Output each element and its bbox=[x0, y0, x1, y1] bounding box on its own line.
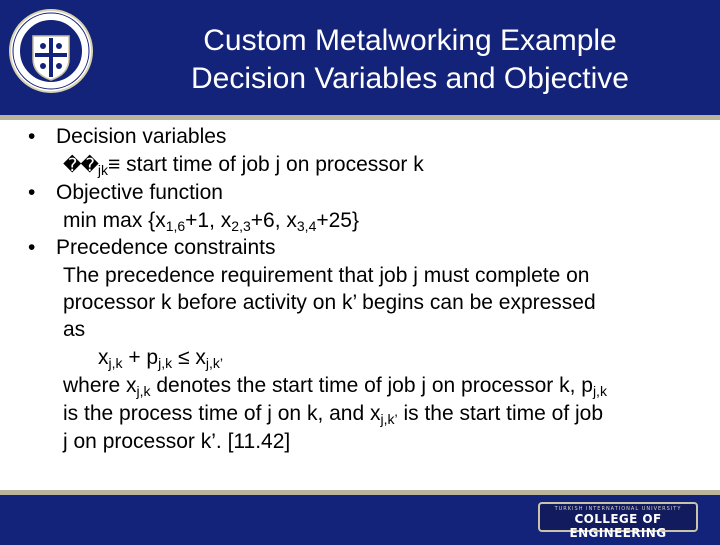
where-subscript: j,k bbox=[592, 383, 607, 399]
where-text: where x bbox=[63, 374, 137, 397]
decision-variable-subscript: jk bbox=[97, 162, 109, 178]
header-band bbox=[0, 0, 720, 120]
where-text: denotes the start time of job j on processor k, p bbox=[150, 374, 593, 397]
precedence-line-1: The precedence requirement that job j must complete on bbox=[63, 264, 590, 287]
formula-subscript: 3,4 bbox=[296, 218, 317, 234]
precedence-final-line: j on processor k’. [11.42] bbox=[63, 430, 291, 453]
formula-text: +6, x bbox=[250, 209, 297, 232]
university-name-small: TURKISH INTERNATIONAL UNIVERSITY bbox=[554, 506, 682, 512]
where-subscript: j,k bbox=[136, 383, 151, 399]
equation-text: + p bbox=[122, 346, 159, 369]
formula-subscript: 1,6 bbox=[165, 218, 186, 234]
decision-variable-text: ≡ start time of job j on processor k bbox=[108, 153, 424, 176]
equation-subscript: j,k bbox=[158, 355, 173, 371]
bullet-dot: • bbox=[28, 181, 36, 204]
formula-text: min max {x bbox=[63, 209, 166, 232]
university-seal-icon bbox=[8, 8, 94, 94]
slide-title bbox=[110, 22, 710, 98]
formula-text: +25} bbox=[316, 209, 359, 232]
process-time-subscript: j,k’ bbox=[380, 411, 398, 427]
equation-text: ≤ x bbox=[172, 346, 206, 369]
title-line-1: Custom Metalworking Example bbox=[203, 24, 617, 57]
equation-subscript: j,k bbox=[108, 355, 123, 371]
precedence-equation bbox=[98, 344, 223, 371]
process-time-text: is the process time of j on k, and x bbox=[63, 402, 381, 425]
equation-subscript: j,k’ bbox=[205, 355, 223, 371]
decision-variable-definition bbox=[63, 151, 424, 179]
precedence-line-3: as bbox=[63, 318, 86, 341]
precedence-process-time-line bbox=[63, 400, 603, 427]
slide-content bbox=[0, 123, 720, 483]
bullet-dot: • bbox=[28, 125, 36, 148]
bullet-dot: • bbox=[28, 236, 36, 259]
precedence-line-2: processor k before activity on k’ begins can be expressed bbox=[63, 291, 596, 314]
college-badge bbox=[538, 502, 698, 540]
equation-text: x bbox=[98, 346, 109, 369]
decision-variable-symbol: �� bbox=[63, 155, 98, 175]
college-name: COLLEGE OF ENGINEERING bbox=[569, 512, 667, 540]
bullet-text: Objective function bbox=[56, 181, 223, 204]
bullet-text: Decision variables bbox=[56, 125, 227, 148]
title-line-2: Decision Variables and Objective bbox=[190, 62, 629, 95]
objective-formula bbox=[63, 207, 359, 234]
precedence-where-line bbox=[63, 372, 607, 399]
formula-subscript: 2,3 bbox=[231, 218, 251, 234]
process-time-text: is the start time of job bbox=[397, 402, 604, 425]
bullet-text: Precedence constraints bbox=[56, 236, 276, 259]
formula-text: +1, x bbox=[185, 209, 232, 232]
